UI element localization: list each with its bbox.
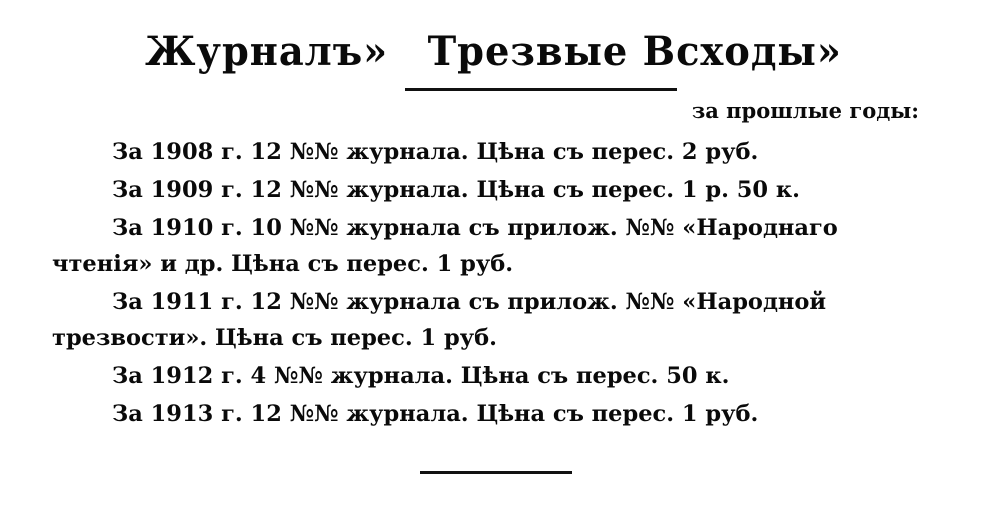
bottom-divider	[420, 471, 572, 474]
list-item: За 1909 г. 12 №№ журнала. Цѣна съ перес. 1 р. 50 к.	[112, 177, 800, 203]
page-subtitle: за прошлые годы:	[691, 98, 919, 123]
list-item: За 1911 г. 12 №№ журнала съ прилож. №№ «Народной трезвости». Цѣна съ перес. 1 руб.	[52, 289, 827, 351]
page-title-part-1: Журналъ»	[145, 28, 389, 75]
list-item: За 1912 г. 4 №№ журнала. Цѣна съ перес. 50 к.	[112, 363, 730, 389]
page-title	[0, 28, 991, 75]
title-divider	[405, 88, 677, 91]
entry-list	[52, 134, 939, 434]
list-item: За 1908 г. 12 №№ журнала. Цѣна съ перес. 2 руб.	[112, 139, 759, 165]
list-item: За 1913 г. 12 №№ журнала. Цѣна съ перес. 1 руб.	[112, 401, 759, 427]
page-title-part-2: Трезвые Всходы»	[427, 28, 843, 75]
list-item: За 1910 г. 10 №№ журнала съ прилож. №№ «Народнаго чтенія» и др. Цѣна съ перес. 1 руб.	[52, 215, 838, 277]
